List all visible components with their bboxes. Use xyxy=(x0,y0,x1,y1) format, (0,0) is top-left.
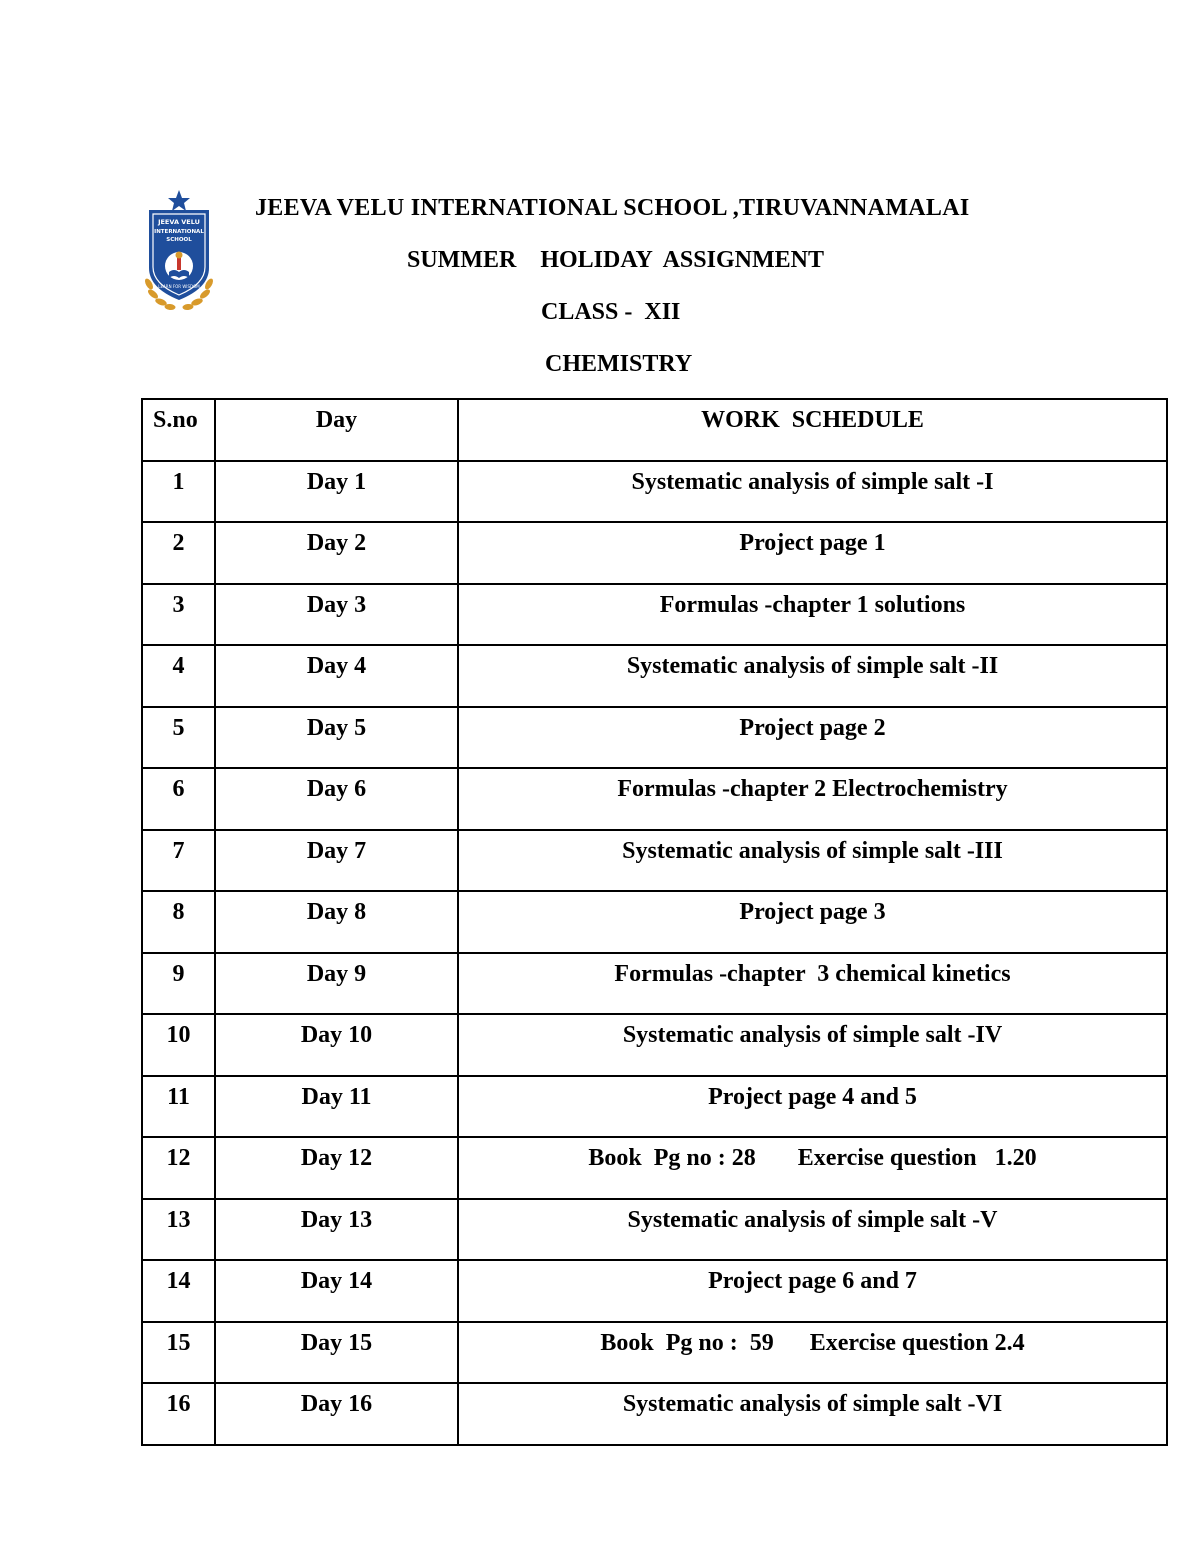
cell-day: Day 8 xyxy=(215,891,458,953)
school-name: JEEVA VELU INTERNATIONAL SCHOOL ,TIRUVANNAMALAI xyxy=(255,195,970,221)
cell-work: Project page 6 and 7 xyxy=(458,1260,1167,1322)
cell-work: Systematic analysis of simple salt -I xyxy=(458,461,1167,523)
header-work-schedule: WORK SCHEDULE xyxy=(458,399,1167,461)
cell-sno: 9 xyxy=(142,953,215,1015)
cell-sno: 11 xyxy=(142,1076,215,1138)
cell-day: Day 14 xyxy=(215,1260,458,1322)
class-line: CLASS - XII xyxy=(541,299,681,325)
cell-sno: 14 xyxy=(142,1260,215,1322)
cell-work: Systematic analysis of simple salt -II xyxy=(458,645,1167,707)
table-row xyxy=(142,1137,1167,1199)
cell-day: Day 12 xyxy=(215,1137,458,1199)
cell-work: Book Pg no : 28 Exercise question 1.20 xyxy=(458,1137,1167,1199)
svg-text:SCHOOL: SCHOOL xyxy=(166,237,192,243)
table-row xyxy=(142,1260,1167,1322)
cell-sno: 4 xyxy=(142,645,215,707)
table-row xyxy=(142,768,1167,830)
table-row xyxy=(142,645,1167,707)
table-row xyxy=(142,830,1167,892)
cell-sno: 5 xyxy=(142,707,215,769)
cell-day: Day 5 xyxy=(215,707,458,769)
cell-work: Formulas -chapter 3 chemical kinetics xyxy=(458,953,1167,1015)
cell-day: Day 7 xyxy=(215,830,458,892)
cell-day: Day 2 xyxy=(215,522,458,584)
cell-sno: 12 xyxy=(142,1137,215,1199)
cell-day: Day 3 xyxy=(215,584,458,646)
cell-work: Project page 4 and 5 xyxy=(458,1076,1167,1138)
cell-day: Day 11 xyxy=(215,1076,458,1138)
cell-work: Formulas -chapter 1 solutions xyxy=(458,584,1167,646)
cell-work: Formulas -chapter 2 Electrochemistry xyxy=(458,768,1167,830)
cell-sno: 10 xyxy=(142,1014,215,1076)
logo-star-icon xyxy=(168,190,190,211)
cell-sno: 15 xyxy=(142,1322,215,1384)
cell-work: Project page 1 xyxy=(458,522,1167,584)
cell-day: Day 9 xyxy=(215,953,458,1015)
cell-sno: 1 xyxy=(142,461,215,523)
cell-day: Day 13 xyxy=(215,1199,458,1261)
table-row xyxy=(142,461,1167,523)
cell-day: Day 16 xyxy=(215,1383,458,1445)
table-row xyxy=(142,522,1167,584)
cell-work: Systematic analysis of simple salt -IV xyxy=(458,1014,1167,1076)
table-row xyxy=(142,1322,1167,1384)
header-sno: S.no xyxy=(142,399,215,461)
school-logo xyxy=(143,188,215,316)
table-body xyxy=(142,461,1167,1445)
table-row xyxy=(142,1199,1167,1261)
cell-work: Book Pg no : 59 Exercise question 2.4 xyxy=(458,1322,1167,1384)
svg-text:LEARN FOR WISDOM: LEARN FOR WISDOM xyxy=(158,284,200,289)
cell-sno: 8 xyxy=(142,891,215,953)
cell-day: Day 6 xyxy=(215,768,458,830)
cell-sno: 6 xyxy=(142,768,215,830)
cell-day: Day 4 xyxy=(215,645,458,707)
cell-work: Project page 2 xyxy=(458,707,1167,769)
table-row xyxy=(142,1014,1167,1076)
cell-day: Day 1 xyxy=(215,461,458,523)
subject-title: CHEMISTRY xyxy=(545,351,693,377)
svg-text:JEEVA VELU: JEEVA VELU xyxy=(158,218,200,226)
cell-sno: 16 xyxy=(142,1383,215,1445)
table-header-row xyxy=(142,399,1167,461)
cell-sno: 7 xyxy=(142,830,215,892)
cell-work: Systematic analysis of simple salt -III xyxy=(458,830,1167,892)
table-row xyxy=(142,584,1167,646)
cell-sno: 3 xyxy=(142,584,215,646)
table-row xyxy=(142,707,1167,769)
work-schedule-table xyxy=(141,398,1168,1446)
table-row xyxy=(142,891,1167,953)
cell-day: Day 15 xyxy=(215,1322,458,1384)
cell-day: Day 10 xyxy=(215,1014,458,1076)
cell-sno: 13 xyxy=(142,1199,215,1261)
table-row xyxy=(142,1076,1167,1138)
cell-work: Systematic analysis of simple salt -V xyxy=(458,1199,1167,1261)
table-row xyxy=(142,1383,1167,1445)
header-day: Day xyxy=(215,399,458,461)
svg-text:INTERNATIONAL: INTERNATIONAL xyxy=(154,229,204,235)
cell-work: Project page 3 xyxy=(458,891,1167,953)
cell-sno: 2 xyxy=(142,522,215,584)
table-row xyxy=(142,953,1167,1015)
cell-work: Systematic analysis of simple salt -VI xyxy=(458,1383,1167,1445)
assignment-title: SUMMER HOLIDAY ASSIGNMENT xyxy=(407,247,824,273)
